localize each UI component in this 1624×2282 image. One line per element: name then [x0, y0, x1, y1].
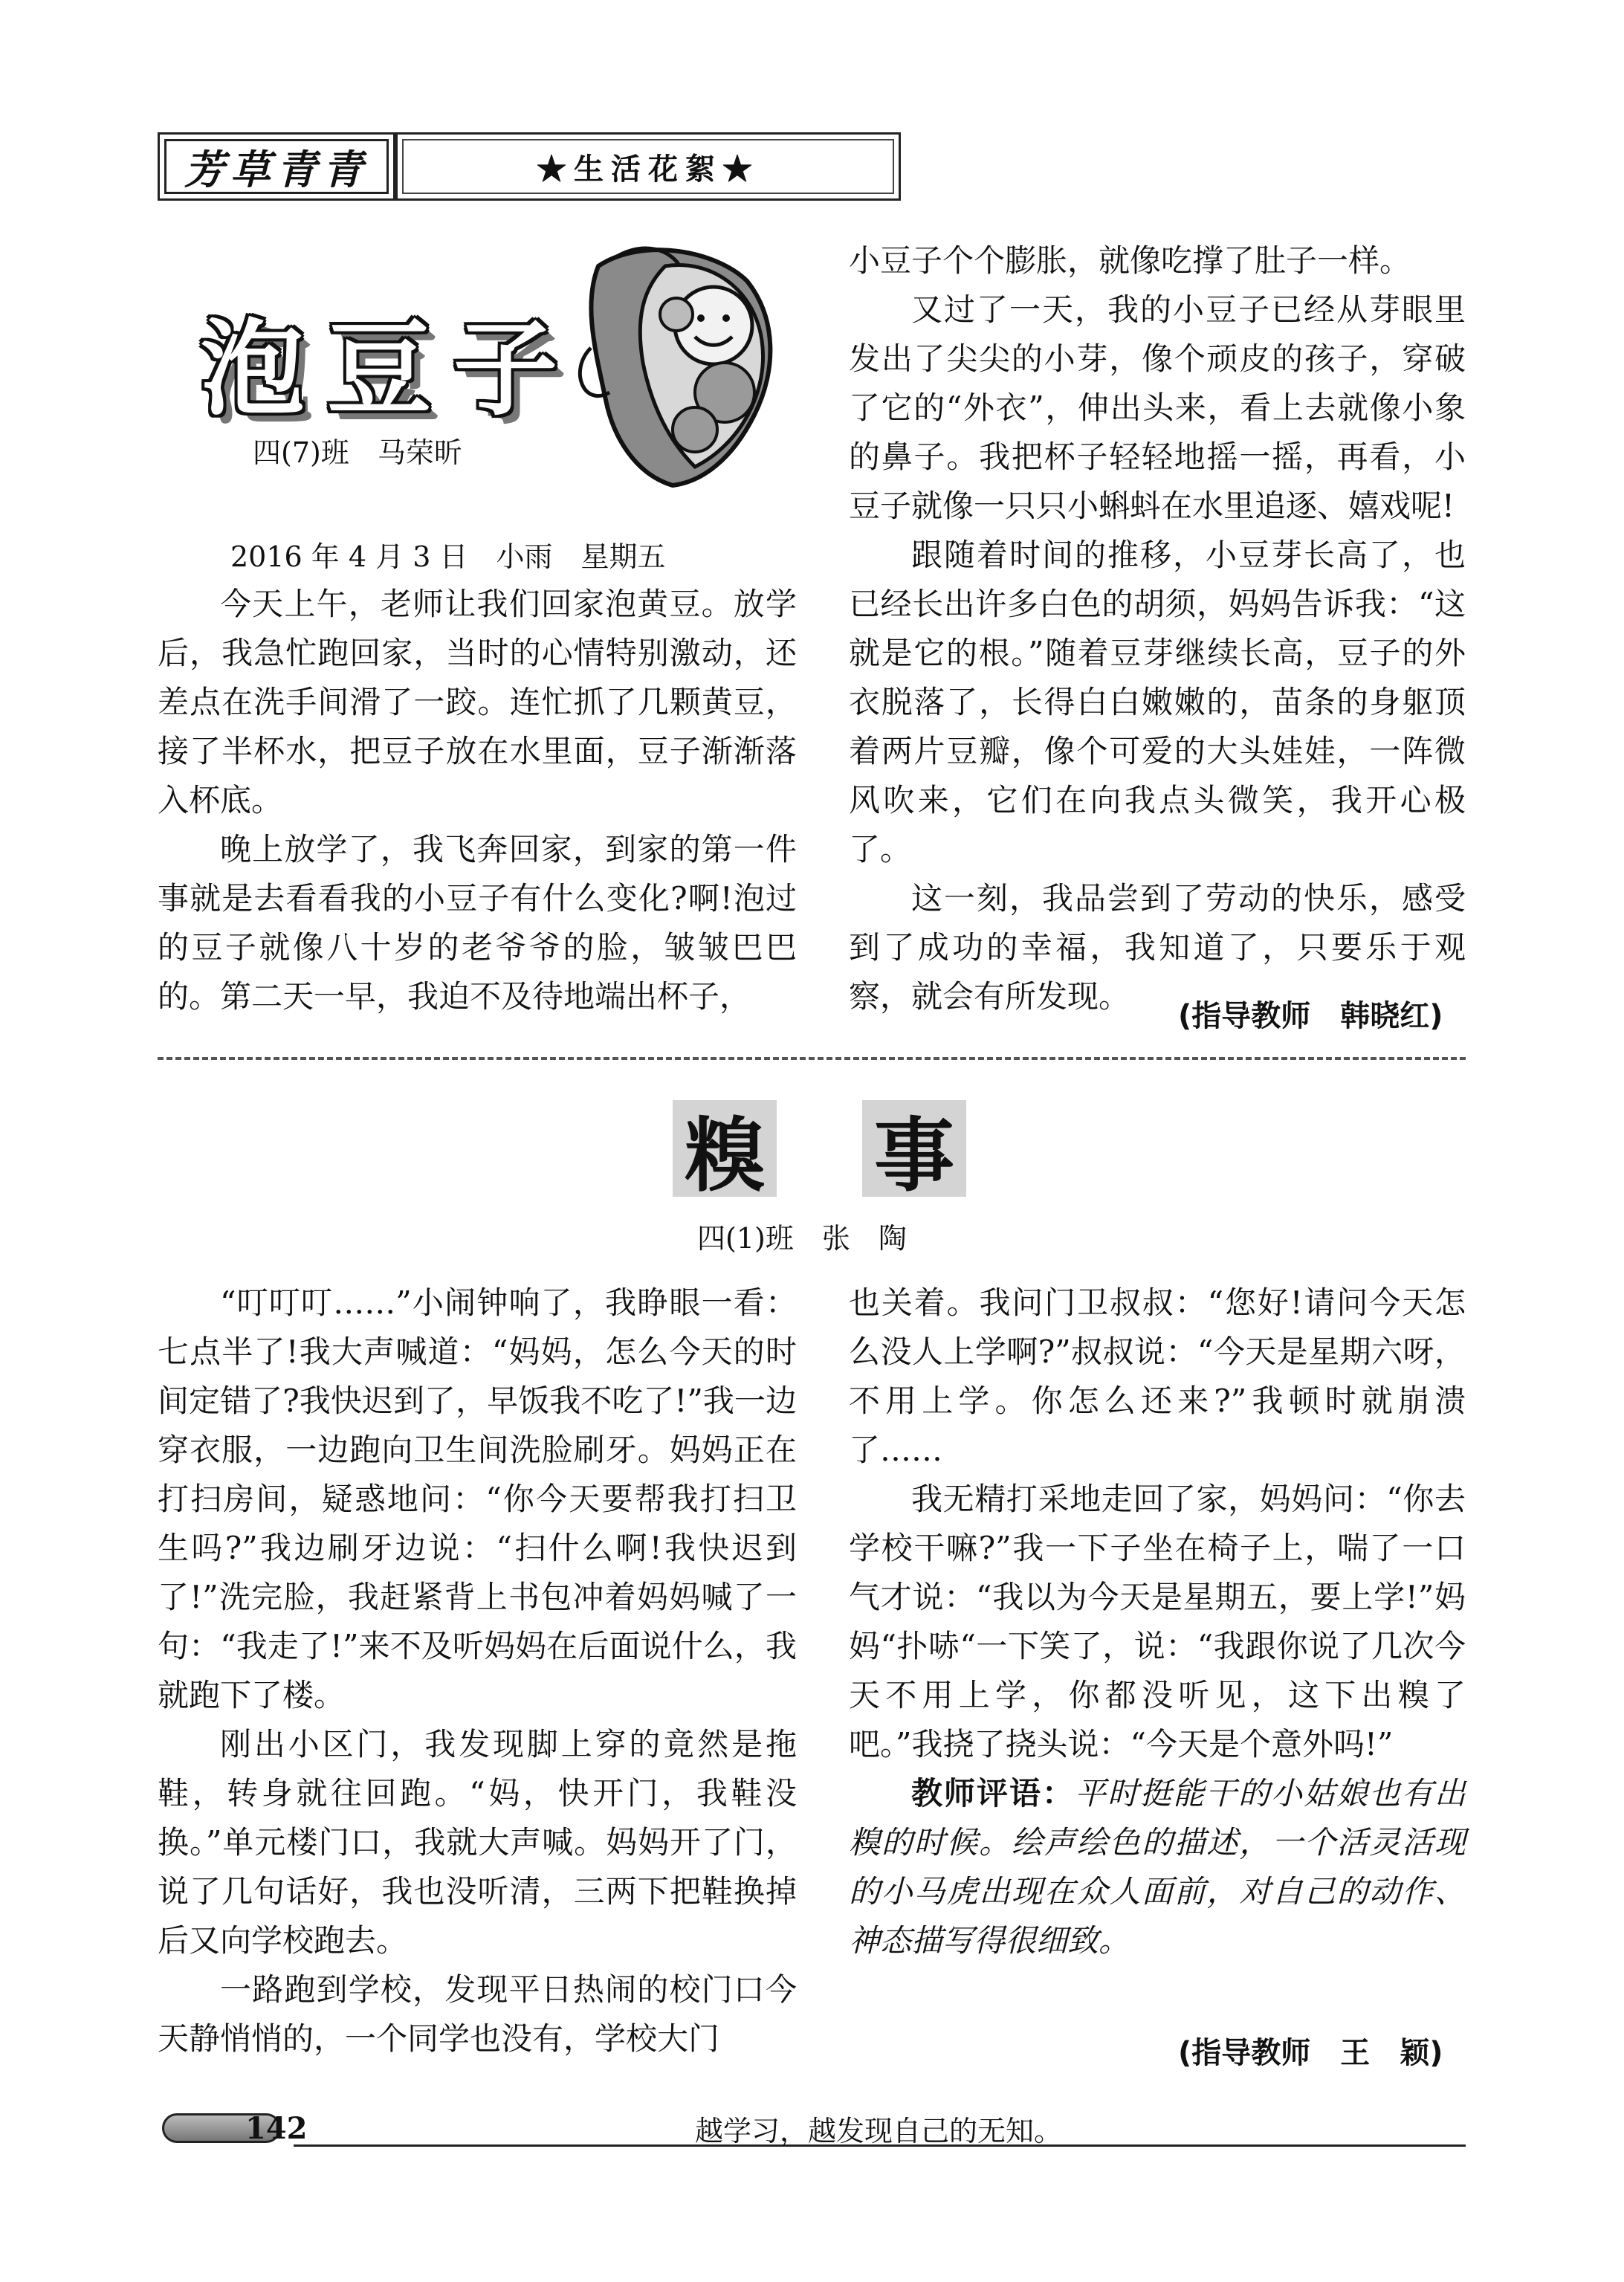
article2-continuation: 也关着。我问门卫叔叔：“您好!请问今天怎么没人上学啊?”叔叔说：“今天是星期六呀，不用上学。你怎么还来?”我顿时就崩溃了……	[849, 1284, 1466, 1468]
article2-title-char2: 事	[862, 1100, 966, 1197]
column-name: 芳草青青	[164, 139, 389, 194]
article2-paragraph: 一路跑到学校，发现平日热闹的校门口今天静悄悄的，一个同学也没有，学校大门	[158, 1971, 797, 2057]
article1-paragraph: 今天上午，老师让我们回家泡黄豆。放学后，我急忙跑回家，当时的心情特别激动，还差点在洗手间滑了一跤。连忙抓了几颗黄豆，接了半杯水，把豆子放在水里面，豆子渐渐落入杯底。	[158, 586, 797, 818]
teacher-comment-paragraph	[849, 1769, 1466, 1965]
pea-pod-illustration	[554, 236, 810, 493]
article1-left-column	[158, 580, 797, 1021]
section-name: ★生活花絮★	[402, 139, 894, 194]
article2-title-char1: 糗	[673, 1100, 777, 1197]
article2-signoff: (指导教师 王 颖)	[1178, 2036, 1443, 2070]
article1-continuation: 小豆子个个膨胀，就像吃撑了肚子一样。	[849, 242, 1411, 279]
column-name-box	[158, 132, 395, 201]
article1-right-column	[849, 236, 1466, 1021]
article1-title: 泡豆子	[201, 309, 580, 430]
article1-paragraph: 跟随着时间的推移，小豆芽长高了，也已经长出许多白色的胡须，妈妈告诉我：“这就是它的根。”随着豆芽继续长高，豆子的外衣脱落了，长得白白嫩嫩的，苗条的身躯顶着两片豆瓣，像个可爱的大头娃娃，一阵微风吹来，它们在向我点头微笑，我开心极了。	[849, 537, 1466, 867]
section-name-box	[395, 132, 901, 201]
teacher-comment-text: 平时挺能干的小姑娘也有出糗的时候。绘声绘色的描述，一个活灵活现的小马虎出现在众人面前，对自己的动作、神态描写得很细致。	[849, 1775, 1466, 1959]
article2-paragraph: 刚出小区门，我发现脚上穿的竟然是拖鞋，转身就往回跑。“妈，快开门，我鞋没换。”单元楼门口，我就大声喊。妈妈开了门，说了几句话好，我也没听清，三两下把鞋换掉后又向学校跑去。	[158, 1726, 797, 1959]
page-number: 142	[245, 2111, 308, 2146]
article1-paragraph: 又过了一天，我的小豆子已经从芽眼里发出了尖尖的小芽，像个顽皮的孩子，穿破了它的“外衣”，伸出头来，看上去就像小象的鼻子。我把杯子轻轻地摇一摇，再看，小豆子就像一只只小蝌蚪在水里追逐、嬉戏呢!	[849, 291, 1466, 524]
article2-author: 四(1)班 张 陶	[697, 1222, 907, 1255]
article1-signoff: (指导教师 韩晓红)	[1178, 999, 1443, 1033]
teacher-comment-label: 教师评语：	[911, 1775, 1075, 1811]
article2-right-column	[849, 1279, 1466, 1965]
footer-motto: 越学习，越发现自己的无知。	[695, 2115, 1063, 2147]
article1-paragraph: 这一刻，我品尝到了劳动的快乐，感受到了成功的幸福，我知道了，只要乐于观察，就会有所发现。	[849, 880, 1466, 1015]
article1-author: 四(7)班 马荣昕	[253, 436, 462, 469]
article1-paragraph: 晚上放学了，我飞奔回家，到家的第一件事就是去看看我的小豆子有什么变化?啊!泡过的豆子就像八十岁的老爷爷的脸，皱皱巴巴的。第二天一早，我迫不及待地端出杯子，	[158, 831, 797, 1015]
section-divider	[158, 1057, 1466, 1060]
article1-date-line: 2016 年 4 月 3 日 小雨 星期五	[230, 540, 666, 573]
article2-paragraph: “叮叮叮……”小闹钟响了，我睁眼一看：七点半了!我大声喊道：“妈妈，怎么今天的时间定错了?我快迟到了，早饭我不吃了!”我一边穿衣服，一边跑向卫生间洗脸刷牙。妈妈正在打扫房间，疑惑地问：“你今天要帮我打扫卫生吗?”我边刷牙边说：“扫什么啊!我快迟到了!”洗完脸，我赶紧背上书包冲着妈妈喊了一句：“我走了!”来不及听妈妈在后面说什么，我就跑下了楼。	[158, 1284, 797, 1713]
article2-paragraph: 我无精打采地走回了家，妈妈问：“你去学校干嘛?”我一下子坐在椅子上，喘了一口气才说：“我以为今天是星期五，要上学!”妈妈“扑哧“一下笑了，说：“我跟你说了几次今天不用上学，你都没听见，这下出糗了吧。”我挠了挠头说：“今天是个意外吗!”	[849, 1481, 1466, 1762]
article2-left-column	[158, 1279, 797, 2063]
